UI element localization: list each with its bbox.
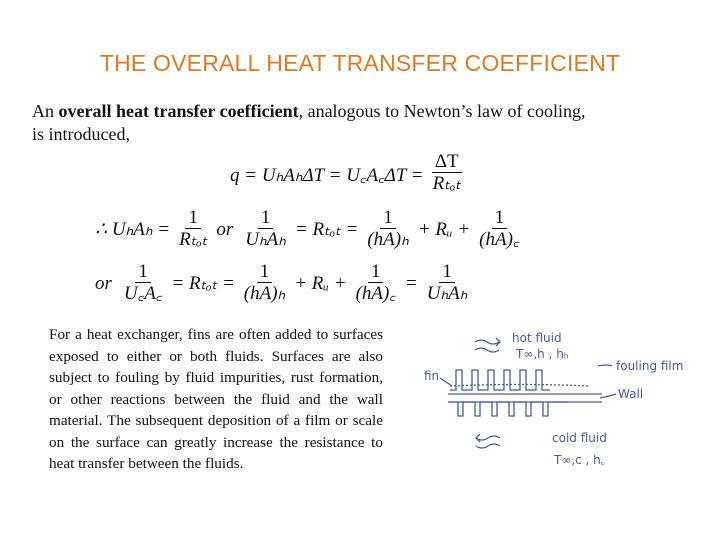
- eq3-or: or: [95, 272, 112, 294]
- equation-2: [95, 208, 524, 251]
- eq3-frac-3-den: (hA)꜀: [355, 283, 396, 304]
- eq2-prefix: ∴ UₕAₕ =: [95, 219, 171, 240]
- slide-title: THE OVERALL HEAT TRANSFER COEFFICIENT: [99, 50, 621, 76]
- sketch-wall-label: Wall: [618, 387, 644, 401]
- eq2-frac-1: [176, 208, 210, 251]
- eq1-numerator: ΔT: [432, 152, 462, 173]
- intro-prefix: An: [32, 101, 59, 121]
- eq3-frac-2-num: 1: [257, 262, 273, 283]
- lower-fins-outline: [450, 402, 568, 416]
- equation-3: [95, 262, 472, 305]
- eq2-frac-2: [242, 208, 289, 251]
- equation-1: [230, 152, 466, 195]
- eq2-frac-4-num: 1: [492, 208, 508, 229]
- eq2-frac-2-num: 1: [258, 208, 274, 229]
- eq3-frac-4-den: UₕAₕ: [426, 283, 468, 304]
- fin-fouling-sketch: [420, 326, 700, 502]
- fin-leader: [440, 378, 452, 386]
- fins-outline: [450, 370, 550, 390]
- hot-fluid-arrow-1: [475, 340, 499, 344]
- eq3-frac-3: [353, 262, 399, 305]
- sketch-hot-fluid-label: hot fluid: [512, 331, 562, 345]
- wall-leader: [600, 394, 616, 398]
- eq2-plus-rw: + Rᵤ +: [417, 218, 471, 240]
- eq3-frac-4: [424, 262, 471, 305]
- cold-fluid-arrow-2: [476, 444, 500, 448]
- eq2-frac-4-den: (hA)꜀: [479, 229, 520, 250]
- sketch-cold-props-label: T∞,c , h꜀: [554, 453, 605, 467]
- eq2-or: or: [216, 218, 234, 240]
- eq2-frac-1-den: Rₜₒₜ: [179, 229, 208, 250]
- eq3-frac-2: [241, 262, 288, 305]
- intro-suffix: , analogous to Newton’s law of cooling, is introduced,: [32, 101, 586, 144]
- hot-fluid-arrow-2: [475, 348, 499, 352]
- sketch-fouling-film-label: fouling film: [616, 359, 684, 373]
- eq1-lhs: q = UₕAₕΔT = U꜀A꜀ΔT =: [230, 164, 424, 186]
- intro-bold-term: overall heat transfer coefficient: [58, 101, 299, 121]
- body-paragraph: For a heat exchanger, fins are often added to surfaces exposed to either or both fluids. Surfaces are also subject to fouling by fluid impurities, rust formation, or other reactions between the fluid and the wall material. The subsequent deposition of a film or scale on the surface can greatly increase the resistance to heat transfer between the fluids.: [49, 326, 383, 472]
- eq3-equals-rtot: = Rₜₒₜ =: [171, 273, 235, 294]
- eq3-frac-1-den: U꜀A꜀: [123, 283, 163, 304]
- eq1-fraction: [430, 152, 464, 195]
- eq3-frac-1: [121, 262, 165, 305]
- sketch-hot-props-label: T∞,h , hₕ: [516, 347, 569, 361]
- sketch-cold-fluid-label: cold fluid: [552, 431, 607, 445]
- eq3-plus-rw: + Rᵤ +: [294, 272, 347, 294]
- fouling-leader: [598, 365, 612, 366]
- eq3-frac-3-num: 1: [368, 262, 384, 283]
- cold-fluid-arrowhead: [476, 434, 480, 442]
- eq2-frac-3-num: 1: [380, 208, 396, 229]
- intro-paragraph: [32, 100, 592, 146]
- eq2-frac-1-num: 1: [185, 208, 201, 229]
- eq3-frac-1-num: 1: [135, 262, 151, 283]
- sketch-fin-label: fin: [424, 369, 440, 383]
- eq2-frac-3: [364, 208, 411, 251]
- eq3-frac-4-num: 1: [439, 262, 455, 283]
- eq2-frac-4: [476, 208, 522, 251]
- cold-fluid-arrow-1: [476, 436, 500, 440]
- eq3-frac-2-den: (hA)ₕ: [243, 283, 286, 304]
- eq2-frac-3-den: (hA)ₕ: [367, 229, 409, 250]
- eq1-denominator: Rₜₒₜ: [432, 173, 461, 194]
- eq2-frac-2-den: UₕAₕ: [245, 229, 286, 250]
- eq3-equals: =: [404, 272, 418, 294]
- eq2-equals-rtot: = Rₜₒₜ =: [294, 219, 359, 240]
